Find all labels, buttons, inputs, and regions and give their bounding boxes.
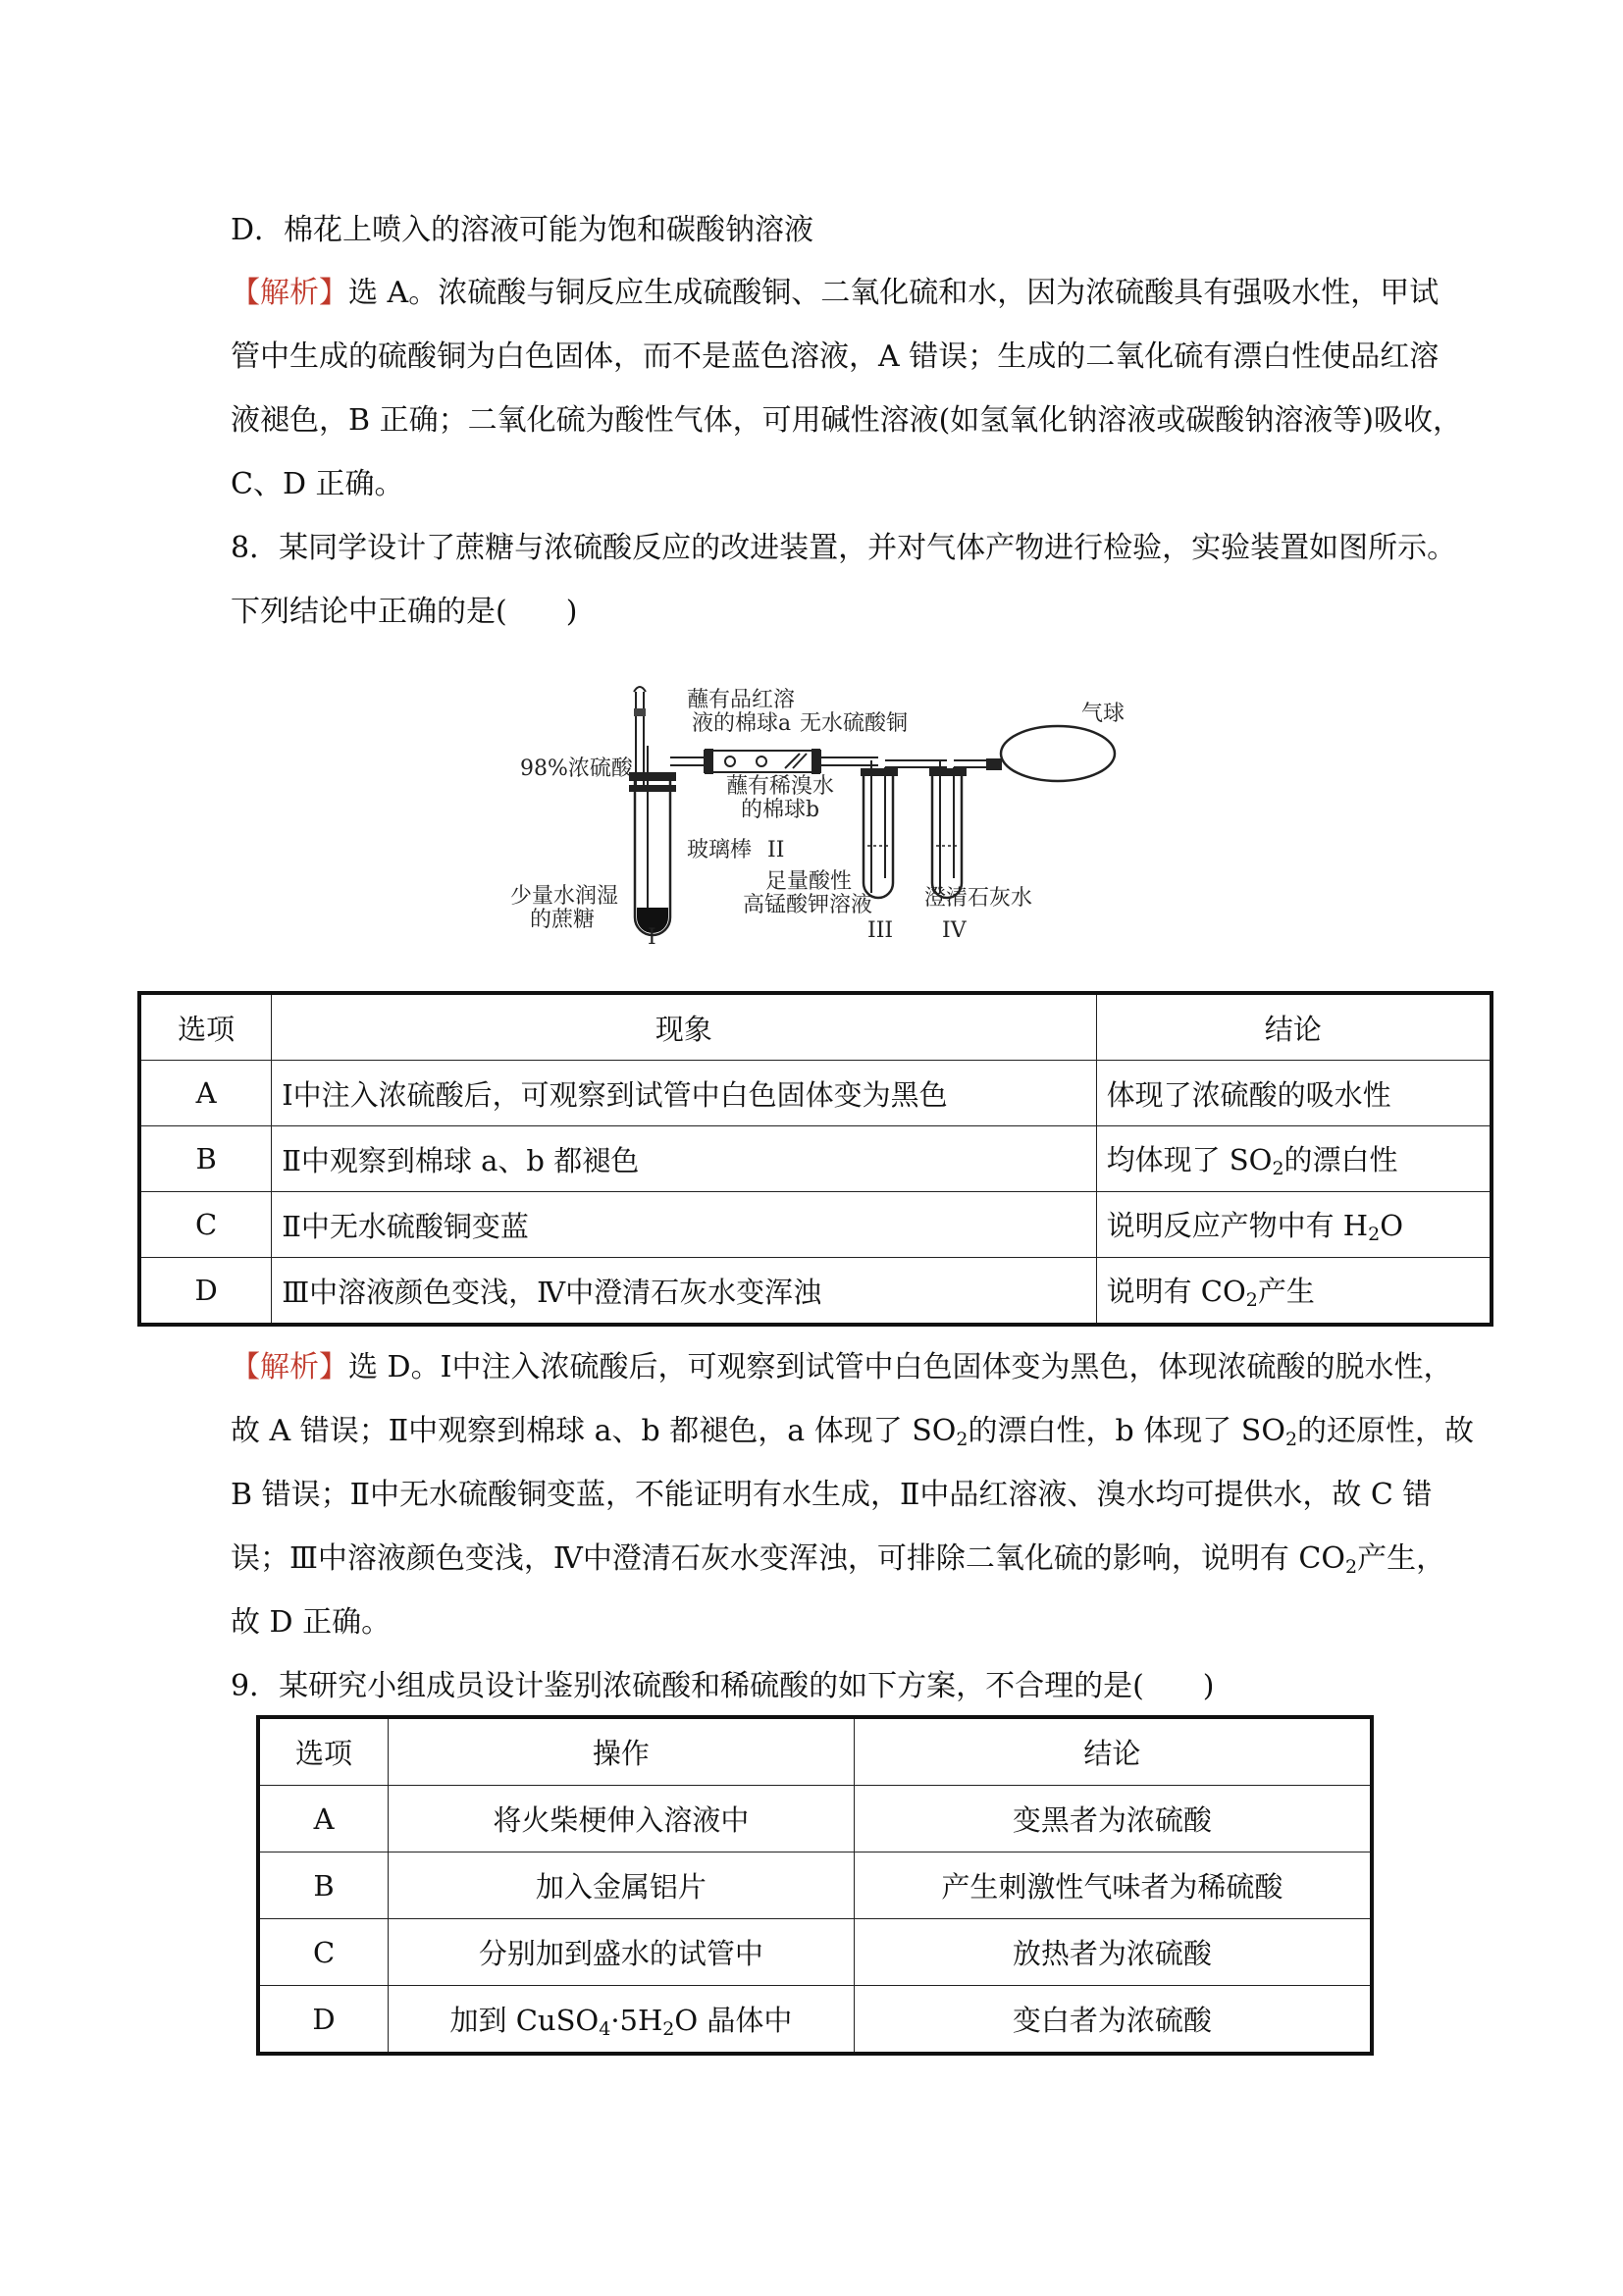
q7-analysis-line-2: 管中生成的硫酸铜为白色固体，而不是蓝色溶液，A 错误；生成的二氧化硫有漂白性使品红溶 [231, 339, 1440, 374]
q8-analysis-line-4: 误；Ⅲ中溶液颜色变浅，Ⅳ中澄清石灰水变浑浊，可排除二氧化硫的影响，说明有 $CO_2$产生， [231, 1541, 1446, 1578]
q7-analysis-line-3: 液褪色，B 正确；二氧化硫为酸性气体，可用碱性溶液(如氢氧化钠溶液或碳酸钠溶液等)吸收， [231, 403, 1462, 438]
label-conc-acid: 98%浓硫酸 [520, 757, 633, 781]
row-option: A [258, 1786, 389, 1852]
q7-analysis-line-4: C、D 正确。 [231, 467, 404, 501]
q8-stem-line-2: 下列结论中正确的是( ) [231, 595, 578, 629]
header-option: 选项 [139, 993, 272, 1061]
row-conclusion: 均体现了 $SO_2$的漂白性 [1096, 1126, 1492, 1192]
q8-analysis-line-1: 【解析】选 D。Ⅰ中注入浓硫酸后，可观察到试管中白色固体变为黑色，体现浓硫酸的脱水性， [231, 1350, 1453, 1384]
row-conclusion: 变白者为浓硫酸 [854, 1986, 1372, 2055]
table-header-row [258, 1717, 1372, 1786]
header-phenomenon: 现象 [272, 993, 1096, 1061]
label-cuso4: 无水硫酸铜 [800, 711, 909, 736]
label-iii: III [867, 918, 894, 943]
label-cotton-b-2: 的棉球b [741, 798, 820, 822]
table-row [258, 1919, 1372, 1986]
q9-table [256, 1715, 1374, 2056]
row-conclusion: 体现了浓硫酸的吸水性 [1096, 1061, 1492, 1126]
label-limewater: 澄清石灰水 [924, 886, 1033, 911]
row-phenomenon: Ⅰ中注入浓硫酸后，可观察到试管中白色固体变为黑色 [272, 1061, 1096, 1126]
label-iv: IV [942, 918, 967, 943]
q9-stem: 9．某研究小组成员设计鉴别浓硫酸和稀硫酸的如下方案，不合理的是( ) [231, 1669, 1215, 1703]
q8-analysis-line-5: 故 D 正确。 [231, 1605, 392, 1640]
row-operation: 加到 $CuSO_4\cdot 5H_2O$ 晶体中 [389, 1986, 855, 2055]
row-conclusion: 放热者为浓硫酸 [854, 1919, 1372, 1986]
row-operation: 将火柴梗伸入溶液中 [389, 1786, 855, 1852]
row-conclusion: 变黑者为浓硫酸 [854, 1786, 1372, 1852]
header-option: 选项 [258, 1717, 389, 1786]
table-row [139, 1258, 1492, 1326]
label-cotton-a-2: 液的棉球a [692, 711, 792, 736]
row-conclusion: 说明反应产物中有 $H_2O$ [1096, 1192, 1492, 1258]
table-row [258, 1986, 1372, 2055]
table-row [258, 1786, 1372, 1852]
row-option: D [258, 1986, 389, 2055]
row-operation: 分别加到盛水的试管中 [389, 1919, 855, 1986]
row-option: D [139, 1258, 272, 1326]
row-conclusion: 说明有 $CO_2$产生 [1096, 1258, 1492, 1326]
label-cotton-b-1: 蘸有稀溴水 [726, 774, 835, 799]
row-option: A [139, 1061, 272, 1126]
row-conclusion: 产生刺激性气味者为稀硫酸 [854, 1852, 1372, 1919]
header-conclusion: 结论 [1096, 993, 1492, 1061]
row-operation: 加入金属铝片 [389, 1852, 855, 1919]
label-kmno4-1: 足量酸性 [765, 869, 853, 894]
row-phenomenon: Ⅲ中溶液颜色变浅，Ⅳ中澄清石灰水变浑浊 [272, 1258, 1096, 1326]
label-sucrose-2: 的蔗糖 [530, 908, 596, 932]
header-conclusion: 结论 [854, 1717, 1372, 1786]
row-option: B [139, 1126, 272, 1192]
row-phenomenon: Ⅱ中观察到棉球 a、b 都褪色 [272, 1126, 1096, 1192]
table-row [258, 1852, 1372, 1919]
row-option: C [139, 1192, 272, 1258]
table-header-row [139, 993, 1492, 1061]
q8-stem-line-1: 8．某同学设计了蔗糖与浓硫酸反应的改进装置，并对气体产物进行检验，实验装置如图所示。 [231, 531, 1457, 565]
q8-analysis-line-3: B 错误；Ⅱ中无水硫酸铜变蓝，不能证明有水生成，Ⅱ中品红溶液、溴水均可提供水，故 C 错 [231, 1478, 1433, 1512]
label-i: I [648, 925, 656, 950]
analysis-tag: 【解析】 [231, 276, 348, 310]
label-glass-rod: 玻璃棒 [687, 838, 753, 862]
q8-analysis-line-2: 故 A 错误；Ⅱ中观察到棉球 a、b 都褪色，a 体现了 $SO_2$的漂白性，b 体现了 $SO_2$的还原性，故 [231, 1414, 1475, 1450]
row-phenomenon: Ⅱ中无水硫酸铜变蓝 [272, 1192, 1096, 1258]
header-operation: 操作 [389, 1717, 855, 1786]
label-sucrose-1: 少量水润湿 [510, 884, 619, 909]
q7-analysis-line-1: 【解析】选 A。浓硫酸与铜反应生成硫酸铜、二氧化硫和水，因为浓硫酸具有强吸水性，甲试 [231, 276, 1440, 310]
row-option: B [258, 1852, 389, 1919]
label-kmno4-2: 高锰酸钾溶液 [743, 893, 873, 917]
q7-option-d: D．棉花上喷入的溶液可能为饱和碳酸钠溶液 [231, 213, 814, 247]
table-row [139, 1192, 1492, 1258]
table-row [139, 1061, 1492, 1126]
label-ii: II [767, 838, 785, 862]
apparatus-diagram [0, 0, 1623, 962]
label-cotton-a-1: 蘸有品红溶 [687, 688, 796, 712]
table-row [139, 1126, 1492, 1192]
analysis-tag: 【解析】 [231, 1350, 348, 1384]
row-option: C [258, 1919, 389, 1986]
label-balloon: 气球 [1081, 702, 1126, 726]
q8-table [137, 991, 1493, 1327]
